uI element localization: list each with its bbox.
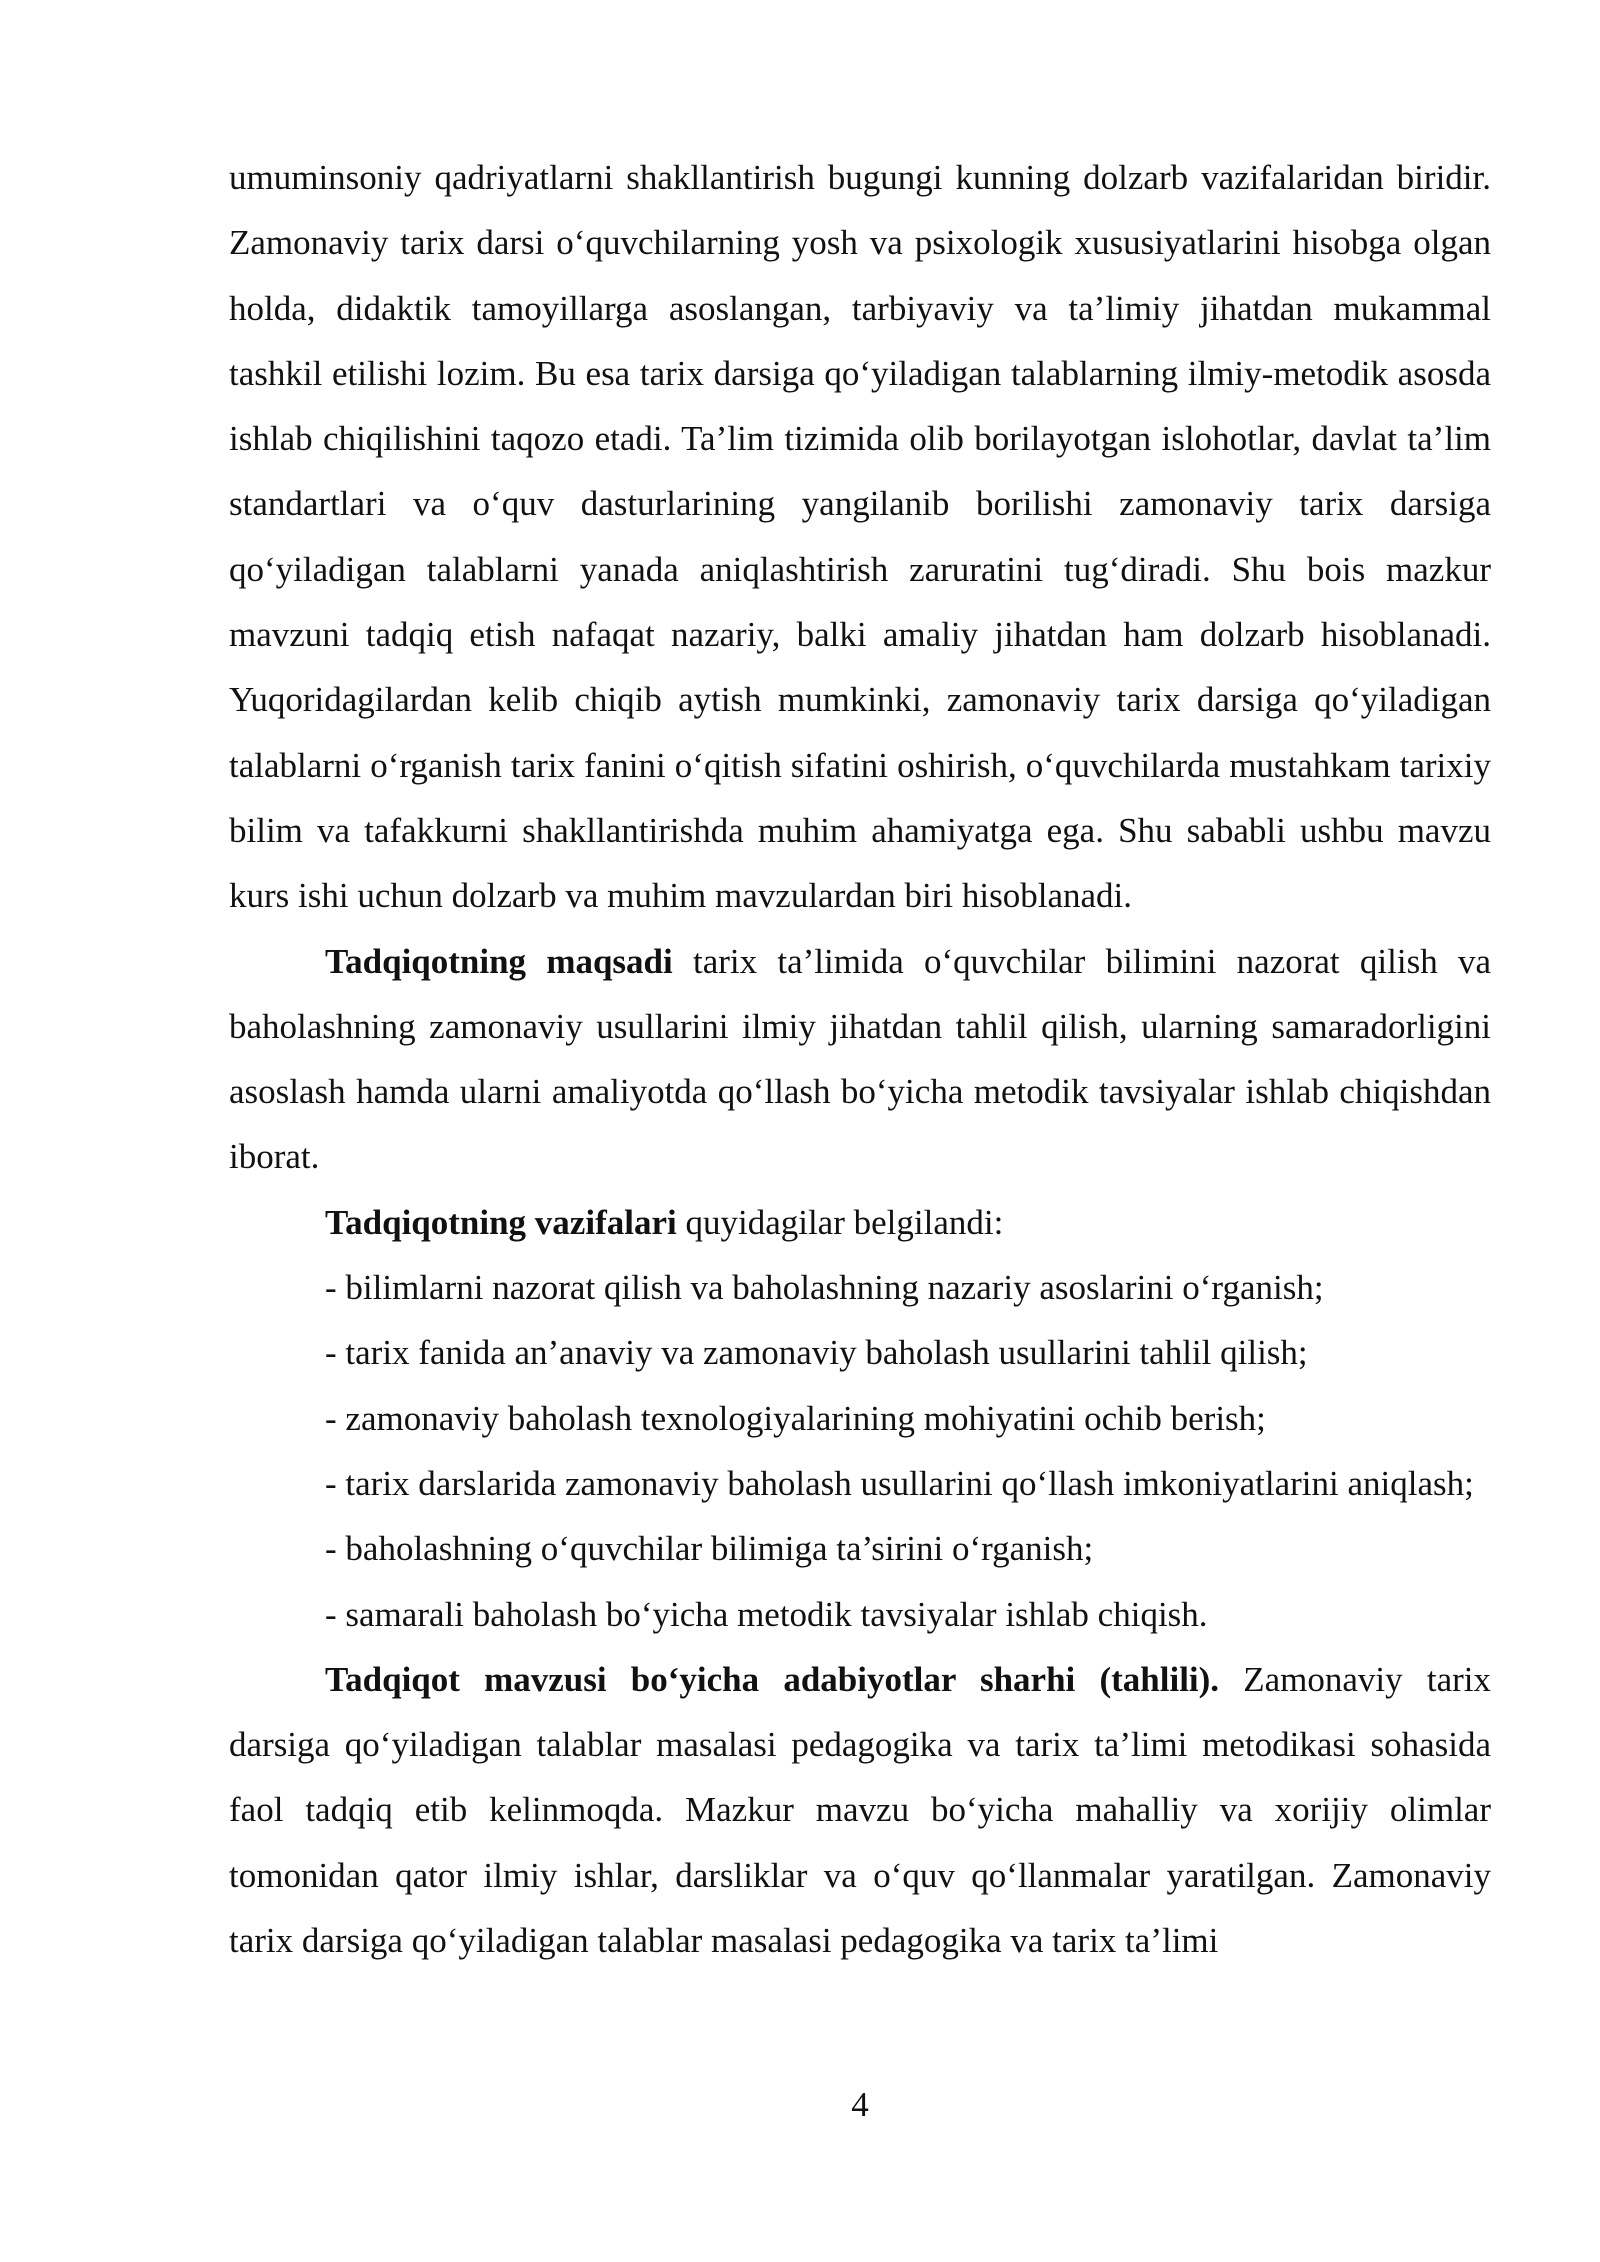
task-item: - samarali baholash bo‘yicha metodik tavsiyalar ishlab chiqish. [325, 1594, 1208, 1634]
review-text: Zamonaviy tarix darsiga qo‘yiladigan talablar masalasi pedagogika va tarix ta’limi metodikasi sohasida faol tadqiq etib kelinmoqda. Mazkur mavzu bo‘yicha mahalliy va xorijiy olimlar tomonidan qator ilmiy ishlar, darsliklar va o‘quv qo‘llanmalar yaratilgan. Zamonaviy tarix darsiga qo‘yiladigan talablar masalasi pedagogika va tarix ta’limi [229, 1659, 1491, 1961]
tasks-heading: Tadqiqotning vazifalari [325, 1202, 677, 1242]
intro-paragraph: umuminsoniy qadriyatlarni shakllantirish bugungi kunning dolzarb vazifalaridan biridir. Zamonaviy tarix darsi o‘quvchilarning yosh va psixologik xususiyatlarini hisobga olgan holda, didaktik tamoyillarga asoslangan, tarbiyaviy va ta’limiy jihatdan mukammal tashkil etilishi lozim. Bu esa tarix darsiga qo‘yiladigan talablarning ilmiy-metodik asosda ishlab chiqilishini taqozo etadi. Ta’lim tizimida olib borilayotgan islohotlar, davlat ta’lim standartlari va o‘quv dasturlarining yangilanib borilishi zamonaviy tarix darsiga qo‘yiladigan talablarni yanada aniqlashtirish zaruratini tug‘diradi. Shu bois mazkur mavzuni tadqiq etish nafaqat nazariy, balki amaliy jihatdan ham dolzarb hisoblanadi. Yuqoridagilardan kelib chiqib aytish mumkinki, zamonaviy tarix darsiga qo‘yiladigan talablarni o‘rganish tarix fanini o‘qitish sifatini oshirish, o‘quvchilarda mustahkam tarixiy bilim va tafakkurni shakllantirishda muhim ahamiyatga ega. Shu sababli ushbu mavzu kurs ishi uchun dolzarb va muhim mavzulardan biri hisoblanadi. [229, 158, 1491, 916]
task-item: - zamonaviy baholash texnologiyalarining mohiyatini ochib berish; [325, 1398, 1266, 1438]
review-paragraph [229, 1647, 1491, 1973]
task-item: - baholashning o‘quvchilar bilimiga ta’sirini o‘rganish; [325, 1529, 1094, 1569]
page-number: 4 [851, 2085, 869, 2124]
task-item: - tarix darslarida zamonaviy baholash usullarini qo‘llash imkoniyatlarini aniqlash; [325, 1463, 1474, 1503]
tasks-text: quyidagilar belgilandi: [676, 1202, 1004, 1242]
task-item: - tarix fanida an’anaviy va zamonaviy baholash usullarini tahlil qilish; [325, 1333, 1308, 1373]
tasks-paragraph [229, 1190, 1491, 1255]
goal-text: tarix ta’limida o‘quvchilar bilimini nazorat qilish va baholashning zamonaviy usullarini ilmiy jihatdan tahlil qilish, ularning samaradorligini asoslash hamda ularni amaliyotda qo‘llash bo‘yicha metodik tavsiyalar ishlab chiqishdan iborat. [229, 941, 1491, 1177]
goal-heading: Tadqiqotning maqsadi [325, 941, 673, 981]
document-page [229, 145, 1491, 1973]
goal-paragraph [229, 929, 1491, 1190]
task-item: - bilimlarni nazorat qilish va baholashning nazariy asoslarini o‘rganish; [325, 1268, 1324, 1308]
review-heading: Tadqiqot mavzusi bo‘yicha adabiyotlar sharhi (tahlili). [325, 1659, 1220, 1699]
